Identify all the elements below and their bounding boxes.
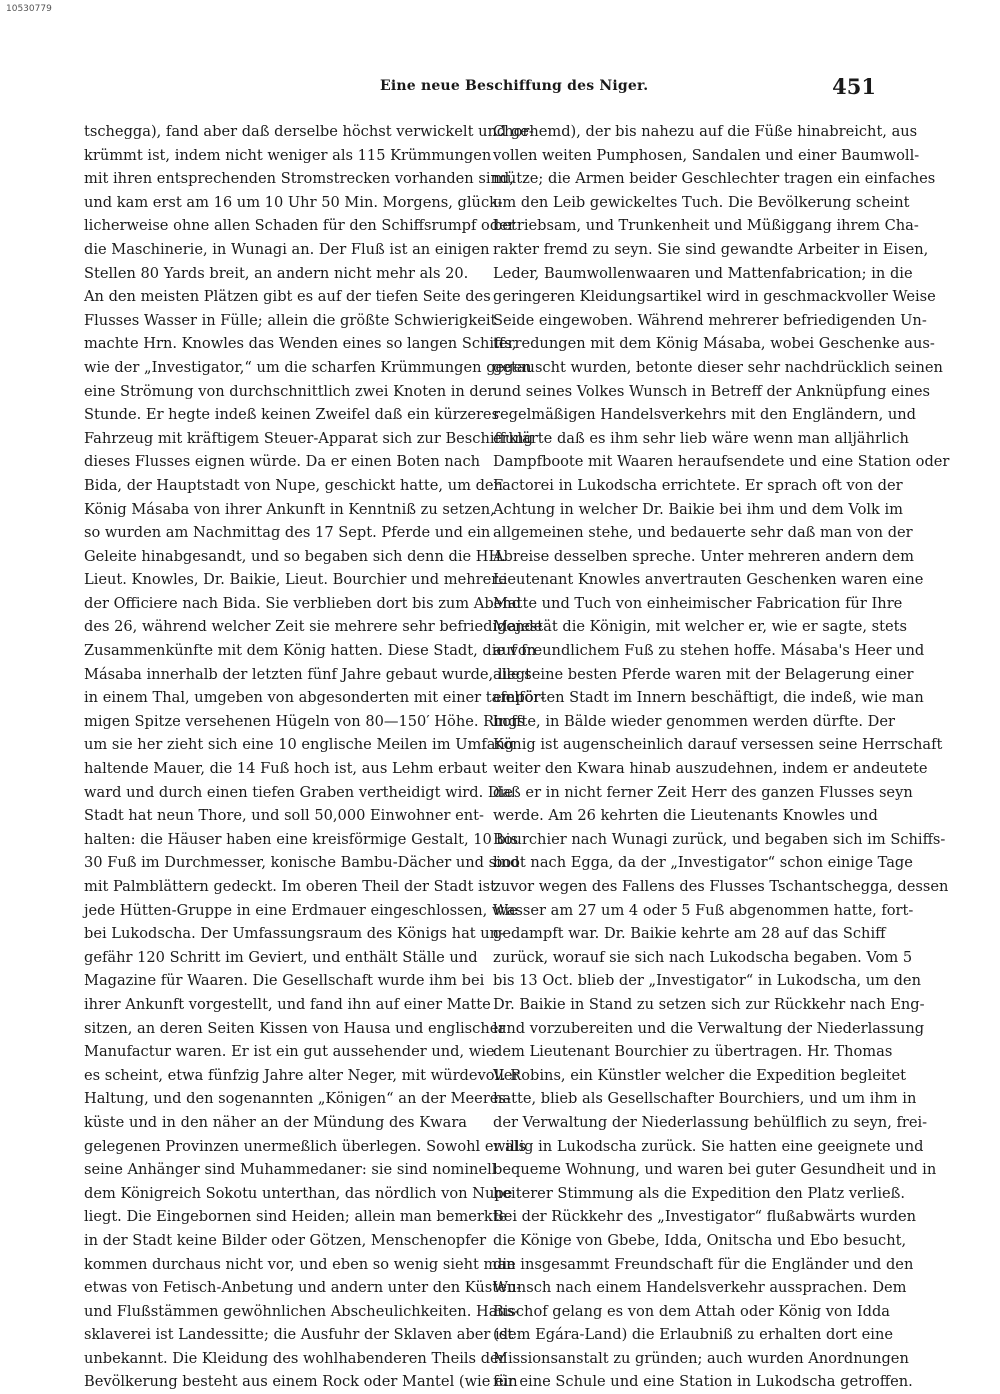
- text-line: licherweise ohne allen Schaden für den Schiffsrumpf oder: [84, 217, 515, 235]
- text-line: Bei der Rückkehr des „Investigator“ flußabwärts wurden: [493, 1208, 916, 1226]
- text-line: vollen weiten Pumphosen, Sandalen und einer Baumwoll-: [493, 146, 920, 164]
- text-line: Wunsch nach einem Handelsverkehr aussprachen. Dem: [493, 1279, 907, 1297]
- text-line: 30 Fuß im Durchmesser, konische Bambu-Dächer und sind: [84, 854, 520, 872]
- text-line: werde. Am 26 kehrten die Lieutenants Knowles und: [493, 807, 878, 825]
- text-line: in der Stadt keine Bilder oder Götzen, Menschenopfer: [84, 1231, 487, 1249]
- text-line: Zusammenkünfte mit dem König hatten. Diese Stadt, die von: [84, 642, 537, 660]
- text-line: König ist augenscheinlich darauf versessen seine Herrschaft: [493, 736, 943, 754]
- text-line: halten: die Häuser haben eine kreisförmige Gestalt, 10 bis: [84, 830, 518, 848]
- text-line: Matte und Tuch von einheimischer Fabrication für Ihre: [493, 594, 903, 612]
- text-line: jede Hütten-Gruppe in eine Erdmauer eingeschlossen, wie: [84, 901, 518, 919]
- text-line: dem Königreich Sokotu unterthan, das nördlich von Nupe: [84, 1184, 513, 1202]
- text-line: bis 13 Oct. blieb der „Investigator“ in Lukodscha, um den: [493, 972, 921, 990]
- text-line: mit ihren entsprechenden Stromstrecken vorhanden sind,: [84, 170, 514, 188]
- text-line: sklaverei ist Landessitte; die Ausfuhr der Sklaven aber ist: [84, 1326, 514, 1344]
- running-title: Eine neue Beschiffung des Niger.: [380, 78, 649, 94]
- text-line: Stunde. Er hegte indeß keinen Zweifel daß ein kürzeres: [84, 406, 500, 424]
- text-line: und seines Volkes Wunsch in Betreff der Anknüpfung eines: [493, 382, 930, 400]
- text-line: der Officiere nach Bida. Sie verblieben dort bis zum Abend: [84, 594, 522, 612]
- text-line: V. Robins, ein Künstler welcher die Expedition begleitet: [493, 1066, 906, 1084]
- text-line: machte Hrn. Knowles das Wenden eines so langen Schiffs,: [84, 335, 517, 353]
- text-line: Lieut. Knowles, Dr. Baikie, Lieut. Bourchier und mehrere: [84, 571, 507, 589]
- text-line: Wasser am 27 um 4 oder 5 Fuß abgenommen hatte, fort-: [493, 901, 914, 919]
- text-line: dieses Flusses eignen würde. Da er einen Boten nach: [84, 453, 481, 471]
- text-line: alle seine besten Pferde waren mit der Belagerung einer: [493, 665, 914, 683]
- text-line: die Könige von Gbebe, Idda, Onitscha und Ebo besucht,: [493, 1231, 907, 1249]
- text-line: mütze; die Armen beider Geschlechter tragen ein einfaches: [493, 170, 936, 188]
- text-line: ihrer Ankunft vorgestellt, und fand ihn auf einer Matte: [84, 995, 491, 1013]
- text-line: um sie her zieht sich eine 10 englische Meilen im Umfang: [84, 736, 515, 754]
- text-line: gefähr 120 Schritt im Geviert, und enthält Ställe und: [84, 948, 478, 966]
- left-text-column: [84, 120, 546, 1394]
- text-line: Abreise desselben spreche. Unter mehreren andern dem: [493, 547, 914, 565]
- text-line: Dampfboote mit Waaren heraufsendete und eine Station oder: [493, 453, 950, 471]
- text-line: erklärte daß es ihm sehr lieb wäre wenn man alljährlich: [493, 429, 909, 447]
- text-line: Másaba innerhalb der letzten fünf Jahre gebaut wurde, liegt: [84, 665, 531, 683]
- text-line: haltende Mauer, die 14 Fuß hoch ist, aus Lehm erbaut: [84, 760, 488, 778]
- text-line: krümmt ist, indem nicht weniger als 115 Krümmungen: [84, 146, 492, 164]
- text-line: Manufactur waren. Er ist ein gut aussehender und, wie: [84, 1043, 495, 1061]
- text-line: Lieutenant Knowles anvertrauten Geschenken waren eine: [493, 571, 924, 589]
- text-line: Majestät die Königin, mit welcher er, wie er sagte, stets: [493, 618, 907, 636]
- text-line: zuvor wegen des Fallens des Flusses Tschantschegga, dessen: [493, 878, 949, 895]
- text-line: migen Spitze versehenen Hügeln von 80—150′ Höhe. Rings: [84, 712, 526, 730]
- text-line: Stellen 80 Yards breit, an andern nicht mehr als 20.: [84, 264, 469, 282]
- text-line: die insgesammt Freundschaft für die Engländer und den: [493, 1255, 914, 1273]
- text-line: betriebsam, und Trunkenheit und Müßiggang ihrem Cha-: [493, 217, 919, 235]
- text-line: hatte, blieb als Gesellschafter Bourchiers, und um ihm in: [493, 1090, 917, 1108]
- text-line: wie der „Investigator,“ um die scharfen Krümmungen gegen: [84, 358, 532, 376]
- text-line: daß er in nicht ferner Zeit Herr des ganzen Flusses seyn: [493, 783, 913, 801]
- text-line: empörten Stadt im Innern beschäftigt, die indeß, wie man: [493, 689, 924, 707]
- text-line: zurück, worauf sie sich nach Lukodscha begaben. Vom 5: [493, 948, 913, 966]
- text-line: der Verwaltung der Niederlassung behülflich zu seyn, frei-: [493, 1113, 928, 1131]
- text-line: Bevölkerung besteht aus einem Rock oder Mantel (wie ein: [84, 1373, 518, 1391]
- text-line: Bischof gelang es von dem Attah oder König von Idda: [493, 1302, 890, 1320]
- text-line: die Maschinerie, in Wunagi an. Der Fluß ist an einigen: [84, 240, 490, 258]
- text-line: hoffte, in Bälde wieder genommen werden dürfte. Der: [493, 712, 895, 730]
- text-line: sitzen, an deren Seiten Kissen von Hausa und englischer: [84, 1019, 506, 1037]
- text-line: Stadt hat neun Thore, und soll 50,000 Einwohner ent-: [84, 807, 484, 825]
- text-line: Achtung in welcher Dr. Baikie bei ihm und dem Volk im: [493, 500, 904, 518]
- text-line: Flusses Wasser in Fülle; allein die größte Schwierigkeit: [84, 311, 497, 329]
- text-line: ward und durch einen tiefen Graben vertheidigt wird. Die: [84, 783, 513, 801]
- text-line: mit Palmblättern gedeckt. Im oberen Theil der Stadt ist: [84, 878, 497, 895]
- text-line: liegt. Die Eingebornen sind Heiden; allein man bemerkte: [84, 1208, 508, 1226]
- text-line: land vorzubereiten und die Verwaltung der Niederlassung: [493, 1019, 925, 1037]
- text-line: Leder, Baumwollenwaaren und Mattenfabrication; in die: [493, 264, 913, 282]
- text-line: des 26, während welcher Zeit sie mehrere sehr befriedigende: [84, 618, 543, 636]
- text-line: Magazine für Waaren. Die Gesellschaft wurde ihm bei: [84, 972, 485, 990]
- text-line: Fahrzeug mit kräftigem Steuer-Apparat sich zur Beschiffung: [84, 429, 534, 447]
- text-line: Missionsanstalt zu gründen; auch wurden Anordnungen: [493, 1349, 909, 1367]
- text-line: seine Anhänger sind Muhammedaner: sie sind nominell: [84, 1161, 497, 1179]
- text-line: regelmäßigen Handelsverkehrs mit den Engländern, und: [493, 406, 916, 424]
- text-line: Haltung, und den sogenannten „Königen“ an der Meeres-: [84, 1090, 511, 1108]
- scan-identifier: 10530779: [6, 4, 52, 14]
- text-line: gelegenen Provinzen unermeßlich überlegen. Sowohl er als: [84, 1137, 526, 1155]
- text-line: für eine Schule und eine Station in Lukodscha getroffen.: [493, 1373, 913, 1391]
- text-line: (dem Egára-Land) die Erlaubniß zu erhalten dort eine: [493, 1326, 893, 1344]
- text-line: so wurden am Nachmittag des 17 Sept. Pferde und ein: [84, 524, 491, 542]
- text-line: um den Leib gewickeltes Tuch. Die Bevölkerung scheint: [493, 193, 910, 211]
- text-line: und kam erst am 16 um 10 Uhr 50 Min. Morgens, glück-: [84, 193, 503, 211]
- text-line: küste und in den näher an der Mündung des Kwara: [84, 1113, 467, 1131]
- text-line: König Másaba von ihrer Ankunft in Kenntniß zu setzen,: [84, 500, 495, 518]
- text-line: Bida, der Hauptstadt von Nupe, geschickt hatte, um den: [84, 476, 503, 494]
- text-line: boot nach Egga, da der „Investigator“ schon einige Tage: [493, 854, 913, 872]
- text-line: willig in Lukodscha zurück. Sie hatten eine geeignete und: [493, 1137, 924, 1155]
- right-text-column: [493, 120, 950, 1394]
- text-line: eine Strömung von durchschnittlich zwei Knoten in der: [84, 382, 495, 400]
- text-line: bei Lukodscha. Der Umfassungsraum des Königs hat un-: [84, 925, 505, 943]
- text-line: heiterer Stimmung als die Expedition den Platz verließ.: [493, 1184, 906, 1202]
- text-line: allgemeinen stehe, und bedauerte sehr daß man von der: [493, 524, 913, 542]
- text-line: terredungen mit dem König Másaba, wobei Geschenke aus-: [493, 335, 935, 353]
- text-line: es scheint, etwa fünfzig Jahre alter Neger, mit würdevoller: [84, 1066, 520, 1084]
- text-line: Factorei in Lukodscha errichtete. Er sprach oft von der: [493, 476, 903, 494]
- text-line: und Flußstämmen gewöhnlichen Abscheulichkeiten. Haus-: [84, 1302, 520, 1320]
- text-line: Chorhemd), der bis nahezu auf die Füße hinabreicht, aus: [493, 123, 918, 140]
- text-line: in einem Thal, umgeben von abgesonderten mit einer tafelför-: [84, 689, 546, 707]
- text-line: gedampft war. Dr. Baikie kehrte am 28 auf das Schiff: [493, 925, 886, 943]
- text-line: getauscht wurden, betonte dieser sehr nachdrücklich seinen: [493, 358, 943, 376]
- text-line: Seide eingewoben. Während mehrerer befriedigenden Un-: [493, 311, 927, 329]
- text-line: Bourchier nach Wunagi zurück, und begaben sich im Schiffs-: [493, 830, 946, 848]
- text-line: rakter fremd zu seyn. Sie sind gewandte Arbeiter in Eisen,: [493, 240, 929, 258]
- text-line: dem Lieutenant Bourchier zu übertragen. Hr. Thomas: [493, 1043, 893, 1061]
- text-line: weiter den Kwara hinab auszudehnen, indem er andeutete: [493, 760, 928, 778]
- text-line: An den meisten Plätzen gibt es auf der tiefen Seite des: [84, 288, 491, 306]
- text-line: etwas von Fetisch-Anbetung und andern unter den Küsten-: [84, 1279, 522, 1297]
- text-line: bequeme Wohnung, und waren bei guter Gesundheit und in: [493, 1161, 937, 1179]
- page-number: 451: [832, 74, 876, 99]
- text-line: Geleite hinabgesandt, und so begaben sich denn die HH.: [84, 547, 506, 565]
- text-line: kommen durchaus nicht vor, und eben so wenig sieht man: [84, 1255, 516, 1273]
- text-line: Dr. Baikie in Stand zu setzen sich zur Rückkehr nach Eng-: [493, 995, 925, 1013]
- text-line: tschegga), fand aber daß derselbe höchst verwickelt und ge-: [84, 123, 534, 140]
- text-line: unbekannt. Die Kleidung des wohlhabenderen Theils der: [84, 1349, 506, 1367]
- text-line: geringeren Kleidungsartikel wird in geschmackvoller Weise: [493, 288, 936, 306]
- text-line: auf freundlichem Fuß zu stehen hoffe. Másaba's Heer und: [493, 642, 925, 660]
